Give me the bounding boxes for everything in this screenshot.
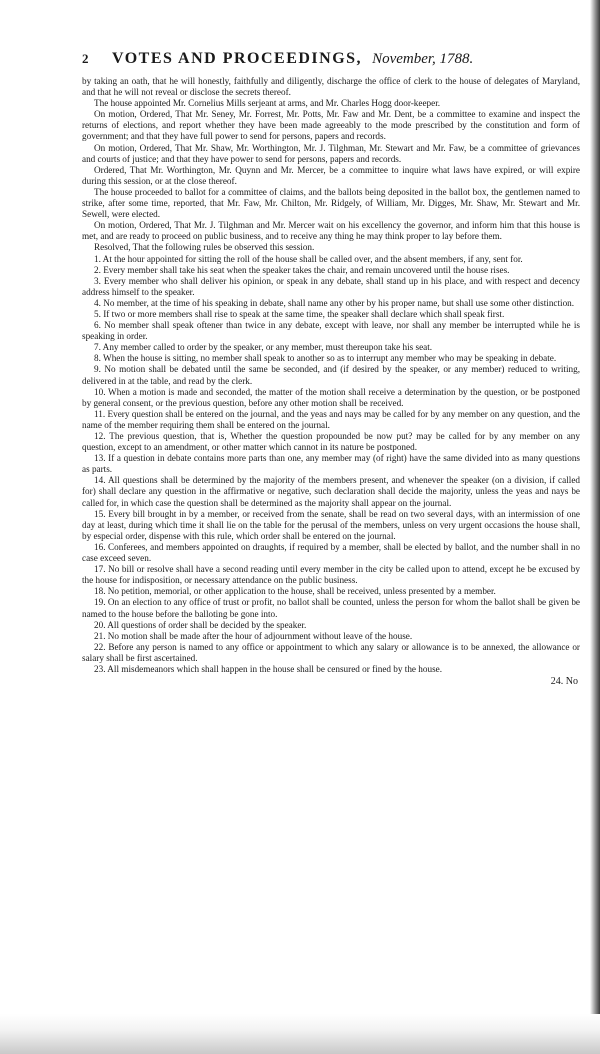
rule-item: 4. No member, at the time of his speaking in debate, shall name any other by his proper name, but shall use some other distinction.: [94, 297, 575, 308]
scan-edge-shadow: [590, 0, 600, 1054]
rule-item: 22. Before any person is named to any office or appointment to which any salary or allowance is to be annexed, the allowance or salary shall be first ascertained.: [82, 641, 580, 663]
catchword: 24. No: [550, 676, 578, 688]
rule-item: 14. All questions shall be determined by the majority of the members present, and whenever the speaker (on a division, if called for) shall declare any question in the affirmative or negative, such declaration shall decide the majority, unless the yeas and nays be called for, in which case the question shall be determined as the majority shall appear on the journal.: [82, 475, 580, 508]
page-number: 2: [82, 51, 89, 66]
paragraph: Ordered, That Mr. Worthington, Mr. Quynn and Mr. Mercer, be a committee to inquire what laws have expired, or will expire during this session, or at the close thereof.: [82, 164, 580, 186]
body-paragraphs: [82, 76, 580, 254]
rule-item: 20. All questions of order shall be decided by the speaker.: [94, 619, 307, 630]
paragraph: On motion, Ordered, That Mr. Shaw, Mr. Worthington, Mr. J. Tilghman, Mr. Stewart and Mr. Faw, be a committee of grievances and courts of justice; and that they have power to send for persons, papers and records.: [82, 142, 580, 164]
header-title: VOTES AND PROCEEDINGS,: [112, 50, 363, 67]
rule-item: 16. Conferees, and members appointed on draughts, if required by a member, shall be elected by ballot, and the number shall in no case exceed seven.: [82, 541, 580, 564]
rule-item: 1. At the hour appointed for sitting the roll of the house shall be called over, and the absent members, if any, sent for.: [94, 253, 523, 264]
running-header: [82, 50, 580, 76]
paragraph: On motion, Ordered, That Mr. J. Tilghman and Mr. Mercer wait on his excellency the governor, and inform him that this house is met, and are ready to proceed on public business, and to receive any thing he may think proper to lay before them.: [82, 220, 580, 242]
scan-bottom-shadow: [0, 1014, 600, 1054]
rule-item: 18. No petition, memorial, or other application to the house, shall be received, unless presented by a member.: [94, 586, 496, 597]
rule-item: 7. Any member called to order by the speaker, or any member, must thereupon take his seat.: [94, 342, 433, 353]
rule-item: 23. All misdemeanors which shall happen in the house shall be censured or fined by the house.: [94, 663, 443, 674]
rule-item: 6. No member shall speak oftener than twice in any debate, except with leave, nor shall any member be interrupted while he is speaking in order.: [82, 320, 580, 342]
rule-item: 15. Every bill brought in by a member, or received from the senate, shall be read on two several days, with an intermission of one day at least, during which time it shall lie on the table for the perusal of the members, unless on very urgent occasions the house shall, by especial order, dispense with this rule, which order shall be entered on the journal.: [82, 508, 580, 541]
rules-list: [82, 254, 580, 676]
paragraph: The house appointed Mr. Cornelius Mills serjeant at arms, and Mr. Charles Hogg door-keeper.: [94, 98, 441, 109]
rule-item: 10. When a motion is made and seconded, the matter of the motion shall receive a determination by the question, or be postponed by general consent, or the previous question, before any other motion shall be received.: [82, 386, 580, 408]
rule-item: 12. The previous question, that is, Whether the question propounded be now put? may be called for by any member on any question, except to an amendment, or other matter which cannot in its nature be postponed.: [82, 431, 580, 453]
rule-item: 13. If a question in debate contains more parts than one, any member may (of right) have the same divided into as many questions as parts.: [82, 453, 580, 475]
paragraph: The house proceeded to ballot for a committee of claims, and the ballots being deposited in the ballot box, the gentlemen named to strike, after some time, reported, that Mr. Faw, Mr. Chilton, Mr. Ridgely, of William, Mr. Digges, Mr. Shaw, Mr. Stewart and Mr. Sewell, were elected.: [82, 186, 580, 220]
rule-item: 2. Every member shall take his seat when the speaker takes the chair, and remain uncovered until the house rises.: [94, 264, 510, 275]
paragraph: Resolved, That the following rules be observed this session.: [94, 242, 315, 253]
rule-item: 5. If two or more members shall rise to speak at the same time, the speaker shall declare which shall speak first.: [94, 308, 505, 319]
rule-item: 8. When the house is sitting, no member shall speak to another so as to interrupt any member who may be speaking in debate.: [94, 353, 557, 364]
rule-item: 3. Every member who shall deliver his opinion, or speak in any debate, shall stand up in his place, and with respect and decency address himself to the speaker.: [82, 275, 580, 297]
rule-item: 9. No motion shall be debated until the same be seconded, and (if desired by the speaker, or any member) reduced to writing, delivered in at the table, and read by the clerk.: [82, 364, 580, 386]
paragraph: by taking an oath, that he will honestly, faithfully and diligently, discharge the office of clerk to the house of delegates of Maryland, and that he will not reveal or disclose the secrets thereof.: [82, 76, 580, 98]
header-date: November, 1788.: [372, 51, 474, 67]
rule-item: 11. Every question shall be entered on the journal, and the yeas and nays may be called for by any member on any question, and the name of the member requiring them shall be entered on the journal.: [82, 408, 580, 430]
paragraph: On motion, Ordered, That Mr. Seney, Mr. Forrest, Mr. Potts, Mr. Faw and Mr. Dent, be a committee to examine and inspect the returns of elections, and report whether they have been made agreeably to the mode prescribed by the constitution and form of government; and that they have full power to send for persons, papers and records.: [82, 109, 580, 142]
rule-item: 17. No bill or resolve shall have a second reading until every member in the city be called upon to attend, except he be excused by the house for indisposition, or necessary attendance on the public business.: [82, 564, 580, 586]
document-page: [82, 50, 580, 687]
rule-item: 19. On an election to any office of trust or profit, no ballot shall be counted, unless the person for whom the ballot shall be given be named to the house before the balloting be gone into.: [82, 597, 580, 619]
rule-item: 21. No motion shall be made after the hour of adjournment without leave of the house.: [94, 630, 413, 641]
